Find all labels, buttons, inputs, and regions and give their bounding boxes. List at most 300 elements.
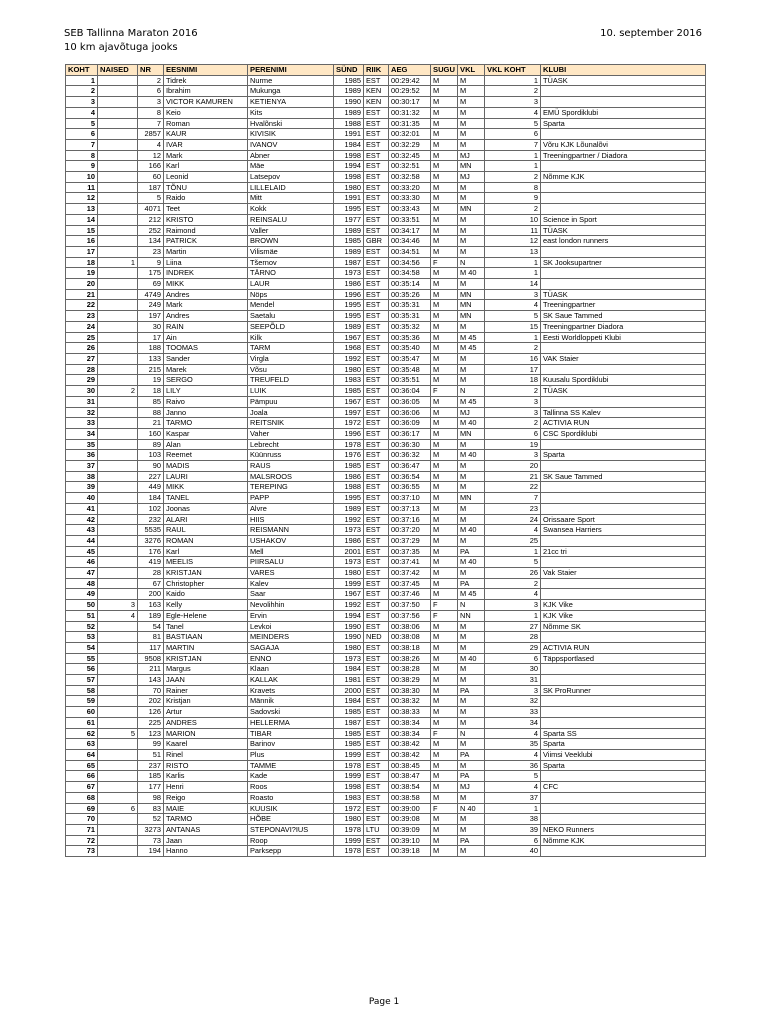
table-cell [541, 161, 706, 172]
table-row [66, 696, 706, 707]
table-cell: 2 [485, 578, 541, 589]
table-cell: RAIN [164, 321, 248, 332]
table-cell: REITSNIK [248, 418, 334, 429]
table-cell: 1 [485, 161, 541, 172]
table-cell: 6 [485, 653, 541, 664]
table-cell: SERGO [164, 375, 248, 386]
table-cell: PA [458, 771, 485, 782]
table-cell: M [431, 835, 458, 846]
table-cell [98, 311, 138, 322]
table-cell: 449 [138, 482, 164, 493]
table-cell: 1989 [334, 503, 364, 514]
table-cell: 1990 [334, 97, 364, 108]
table-cell: EST [364, 600, 389, 611]
table-cell [98, 546, 138, 557]
table-cell: Kade [248, 771, 334, 782]
table-cell: 2000 [334, 685, 364, 696]
table-cell: 35 [66, 439, 98, 450]
table-cell: 1985 [334, 707, 364, 718]
table-cell: 1989 [334, 246, 364, 257]
table-cell: Nõmme KJK [541, 172, 706, 183]
table-row [66, 600, 706, 611]
table-cell: Andres [164, 289, 248, 300]
table-cell: 1973 [334, 557, 364, 568]
table-cell: Vilismäe [248, 246, 334, 257]
table-cell: Nurme [248, 75, 334, 86]
table-cell: 1972 [334, 803, 364, 814]
table-cell [98, 760, 138, 771]
table-cell: M [458, 792, 485, 803]
table-cell: Nõmme SK [541, 621, 706, 632]
table-cell: Karlis [164, 771, 248, 782]
table-cell: 1988 [334, 482, 364, 493]
table-cell: Tšernov [248, 257, 334, 268]
table-cell: 15 [66, 225, 98, 236]
table-cell: 6 [485, 428, 541, 439]
table-cell: M [431, 450, 458, 461]
table-cell: Mukunga [248, 86, 334, 97]
table-cell: M [431, 214, 458, 225]
table-cell: 2 [485, 86, 541, 97]
table-cell: 17 [485, 364, 541, 375]
table-cell: 00:34:46 [389, 236, 431, 247]
table-cell: 6 [138, 86, 164, 97]
table-row [66, 279, 706, 290]
table-cell: 53 [66, 632, 98, 643]
table-row [66, 204, 706, 215]
table-cell: NED [364, 632, 389, 643]
table-cell [541, 717, 706, 728]
table-cell: M [431, 439, 458, 450]
table-row [66, 225, 706, 236]
table-cell [98, 707, 138, 718]
table-cell: 6 [66, 129, 98, 140]
page-number: Page 1 [368, 997, 400, 1007]
table-row [66, 353, 706, 364]
table-cell: 1980 [334, 814, 364, 825]
table-cell: EST [364, 739, 389, 750]
table-cell: 44 [66, 535, 98, 546]
table-cell [541, 279, 706, 290]
table-cell [541, 846, 706, 857]
table-cell: Tanel [164, 621, 248, 632]
table-cell: M [458, 535, 485, 546]
table-cell: 00:38:54 [389, 782, 431, 793]
table-cell: Liina [164, 257, 248, 268]
table-cell: Margus [164, 664, 248, 675]
table-cell: 15 [485, 321, 541, 332]
table-cell: ROMAN [164, 535, 248, 546]
table-cell: 23 [485, 503, 541, 514]
table-cell: M [431, 461, 458, 472]
table-cell: Science in Sport [541, 214, 706, 225]
table-cell: REISMANN [248, 525, 334, 536]
table-row [66, 321, 706, 332]
table-cell [541, 557, 706, 568]
table-cell: M [431, 717, 458, 728]
table-cell: M [458, 707, 485, 718]
table-cell: 185 [138, 771, 164, 782]
table-cell [98, 632, 138, 643]
table-cell: 1983 [334, 792, 364, 803]
table-cell: 30 [138, 321, 164, 332]
table-cell: M [431, 557, 458, 568]
table-cell: 3 [485, 407, 541, 418]
table-cell: 1 [485, 610, 541, 621]
table-cell: M [458, 182, 485, 193]
table-cell: 1995 [334, 493, 364, 504]
table-cell: M [431, 139, 458, 150]
table-cell: 00:39:00 [389, 803, 431, 814]
table-cell: 1990 [334, 632, 364, 643]
table-cell: 00:38:32 [389, 696, 431, 707]
table-cell [98, 750, 138, 761]
table-cell: 32 [485, 696, 541, 707]
table-cell: EST [364, 621, 389, 632]
table-cell: 60 [138, 172, 164, 183]
table-cell: 1995 [334, 204, 364, 215]
table-cell: Mark [164, 150, 248, 161]
table-cell: TÜASK [541, 225, 706, 236]
table-cell: 25 [66, 332, 98, 343]
table-cell: M [431, 375, 458, 386]
table-cell: M [458, 664, 485, 675]
table-cell: LTU [364, 824, 389, 835]
table-cell: M 40 [458, 653, 485, 664]
table-cell: EST [364, 214, 389, 225]
table-cell: M [431, 750, 458, 761]
table-row [66, 503, 706, 514]
table-cell [98, 557, 138, 568]
table-cell: EST [364, 782, 389, 793]
table-cell: EST [364, 418, 389, 429]
table-row [66, 214, 706, 225]
table-cell: Saar [248, 589, 334, 600]
table-row [66, 664, 706, 675]
table-cell: 00:38:34 [389, 728, 431, 739]
table-cell: EST [364, 343, 389, 354]
table-cell: 56 [66, 664, 98, 675]
table-cell: M [431, 311, 458, 322]
table-row [66, 375, 706, 386]
table-cell: 60 [66, 707, 98, 718]
table-cell: M [431, 482, 458, 493]
table-cell: INDREK [164, 268, 248, 279]
table-cell: KRISTO [164, 214, 248, 225]
table-cell: 1967 [334, 589, 364, 600]
table-cell: EST [364, 525, 389, 536]
table-cell [541, 182, 706, 193]
table-row [66, 107, 706, 118]
table-cell: 9 [485, 193, 541, 204]
table-cell: Sparta [541, 450, 706, 461]
table-cell: 19 [66, 268, 98, 279]
table-cell: M [431, 161, 458, 172]
table-cell: M [431, 653, 458, 664]
table-cell [541, 803, 706, 814]
table-cell: M [431, 846, 458, 857]
table-row [66, 418, 706, 429]
table-cell: TÜASK [541, 386, 706, 397]
table-cell: 1987 [334, 717, 364, 728]
table-cell [541, 707, 706, 718]
table-cell: KUUSIK [248, 803, 334, 814]
table-cell: 00:35:48 [389, 364, 431, 375]
table-cell: F [431, 386, 458, 397]
table-cell: 00:38:33 [389, 707, 431, 718]
table-cell: 212 [138, 214, 164, 225]
table-cell: F [431, 600, 458, 611]
table-cell: TARMO [164, 418, 248, 429]
table-cell: M [431, 814, 458, 825]
table-cell: 5535 [138, 525, 164, 536]
table-cell: Virgla [248, 353, 334, 364]
table-cell: EST [364, 386, 389, 397]
table-cell: TÜASK [541, 289, 706, 300]
table-cell: M [458, 471, 485, 482]
table-cell: 1992 [334, 600, 364, 611]
table-cell: 00:32:51 [389, 161, 431, 172]
table-cell: 8 [138, 107, 164, 118]
table-cell: 1 [485, 546, 541, 557]
table-cell: VAK Staier [541, 353, 706, 364]
table-cell: TEREPING [248, 482, 334, 493]
table-cell: EST [364, 172, 389, 183]
table-cell: 2 [66, 86, 98, 97]
table-cell: M [431, 353, 458, 364]
table-cell [541, 503, 706, 514]
table-cell: 419 [138, 557, 164, 568]
table-cell: MIKK [164, 279, 248, 290]
table-cell: M 45 [458, 589, 485, 600]
table-cell [541, 814, 706, 825]
table-cell: 37 [485, 792, 541, 803]
table-cell: 1 [485, 150, 541, 161]
table-row [66, 803, 706, 814]
table-cell: Vak Staier [541, 568, 706, 579]
table-cell: EST [364, 557, 389, 568]
table-cell: M [458, 439, 485, 450]
table-cell: EST [364, 760, 389, 771]
table-cell: EST [364, 653, 389, 664]
table-cell: M [431, 86, 458, 97]
table-cell: 2001 [334, 546, 364, 557]
table-row [66, 86, 706, 97]
table-row [66, 653, 706, 664]
table-cell: 1984 [334, 139, 364, 150]
table-cell: 4 [485, 782, 541, 793]
table-row [66, 118, 706, 129]
table-cell [98, 428, 138, 439]
table-row [66, 268, 706, 279]
table-cell: 126 [138, 707, 164, 718]
table-cell: KJK Vike [541, 610, 706, 621]
table-cell: 7 [485, 493, 541, 504]
table-cell: EST [364, 846, 389, 857]
table-cell: 26 [485, 568, 541, 579]
table-cell: 19 [138, 375, 164, 386]
table-cell: EST [364, 471, 389, 482]
table-cell: 36 [485, 760, 541, 771]
table-cell: 4 [485, 107, 541, 118]
table-cell: N 40 [458, 803, 485, 814]
table-cell: M [431, 118, 458, 129]
table-cell: TARMO [164, 814, 248, 825]
table-cell: 1985 [334, 236, 364, 247]
table-row [66, 739, 706, 750]
table-cell: M 40 [458, 418, 485, 429]
table-row [66, 621, 706, 632]
table-cell: PAPP [248, 493, 334, 504]
table-cell: 1984 [334, 664, 364, 675]
table-cell: 11 [66, 182, 98, 193]
table-cell: 197 [138, 311, 164, 322]
table-cell [541, 589, 706, 600]
table-cell: 00:38:30 [389, 685, 431, 696]
table-cell: EST [364, 161, 389, 172]
table-cell: Võru KJK Lõunalõvi [541, 139, 706, 150]
table-cell: 47 [66, 568, 98, 579]
table-row [66, 471, 706, 482]
table-cell: 215 [138, 364, 164, 375]
table-cell: Latsepov [248, 172, 334, 183]
table-cell: MAIE [164, 803, 248, 814]
table-cell [98, 150, 138, 161]
table-cell: EST [364, 407, 389, 418]
table-cell: 1978 [334, 846, 364, 857]
table-cell: SEEPÕLD [248, 321, 334, 332]
table-cell: EST [364, 268, 389, 279]
table-row [66, 835, 706, 846]
table-cell: KRISTJAN [164, 568, 248, 579]
table-cell: 1999 [334, 835, 364, 846]
table-cell: KEN [364, 86, 389, 97]
table-cell: 10 [66, 172, 98, 183]
table-cell: F [431, 257, 458, 268]
table-cell: M [458, 107, 485, 118]
table-cell: CSC Spordiklubi [541, 428, 706, 439]
table-cell: M [431, 792, 458, 803]
table-cell: 73 [66, 846, 98, 857]
table-cell: M 45 [458, 396, 485, 407]
table-cell: TÕNU [164, 182, 248, 193]
table-cell: 194 [138, 846, 164, 857]
table-cell: Raido [164, 193, 248, 204]
table-cell: PIIRSALU [248, 557, 334, 568]
table-cell: 2 [98, 386, 138, 397]
table-cell: 200 [138, 589, 164, 600]
table-cell: 1 [485, 332, 541, 343]
table-cell: Valler [248, 225, 334, 236]
table-cell: VICTOR KAMUREN [164, 97, 248, 108]
table-cell: 3 [485, 450, 541, 461]
table-cell: 1 [485, 803, 541, 814]
table-cell: M [431, 568, 458, 579]
table-cell: 50 [66, 600, 98, 611]
table-row [66, 514, 706, 525]
table-cell: USHAKOV [248, 535, 334, 546]
table-row [66, 461, 706, 472]
table-cell: MN [458, 161, 485, 172]
table-cell: M [458, 86, 485, 97]
table-cell: Raimond [164, 225, 248, 236]
table-cell: MN [458, 300, 485, 311]
table-cell: 13 [485, 246, 541, 257]
table-cell: M [458, 814, 485, 825]
table-cell: M [431, 407, 458, 418]
table-row [66, 97, 706, 108]
table-cell: M [458, 503, 485, 514]
table-cell: EST [364, 332, 389, 343]
table-cell [541, 664, 706, 675]
table-cell: 166 [138, 161, 164, 172]
table-cell: 3 [485, 600, 541, 611]
table-cell: 1994 [334, 161, 364, 172]
table-cell: Kaarel [164, 739, 248, 750]
table-cell: 59 [66, 696, 98, 707]
table-cell [98, 289, 138, 300]
table-cell: 1980 [334, 182, 364, 193]
table-cell: 00:35:14 [389, 279, 431, 290]
table-cell: Joonas [164, 503, 248, 514]
table-cell: 237 [138, 760, 164, 771]
table-cell: M [431, 268, 458, 279]
table-cell: 20 [485, 461, 541, 472]
table-cell: 00:38:58 [389, 792, 431, 803]
table-row [66, 332, 706, 343]
table-cell: M [431, 279, 458, 290]
table-row [66, 707, 706, 718]
table-cell: 54 [66, 642, 98, 653]
table-cell: 28 [138, 568, 164, 579]
table-cell: 51 [138, 750, 164, 761]
table-cell: 175 [138, 268, 164, 279]
table-cell: M [431, 193, 458, 204]
table-cell: 67 [66, 782, 98, 793]
table-row [66, 161, 706, 172]
table-cell: 51 [66, 610, 98, 621]
table-cell: N [458, 257, 485, 268]
event-subtitle: 10 km ajavõtuga jooks [64, 42, 178, 53]
table-cell [541, 535, 706, 546]
table-cell: 5 [98, 728, 138, 739]
table-cell: 177 [138, 782, 164, 793]
table-cell: M [431, 675, 458, 686]
table-cell: 00:37:42 [389, 568, 431, 579]
table-cell: KALLAK [248, 675, 334, 686]
table-cell: MJ [458, 150, 485, 161]
table-cell: 00:35:26 [389, 289, 431, 300]
table-cell: 00:36:09 [389, 418, 431, 429]
table-cell: Männik [248, 696, 334, 707]
table-cell: 3 [485, 396, 541, 407]
table-cell: 38 [485, 814, 541, 825]
table-cell: TARM [248, 343, 334, 354]
table-cell: M [458, 568, 485, 579]
table-cell: M [458, 118, 485, 129]
table-cell [98, 792, 138, 803]
table-cell: PA [458, 835, 485, 846]
table-cell: 133 [138, 353, 164, 364]
table-row [66, 675, 706, 686]
table-cell: M [458, 632, 485, 643]
table-cell: M [431, 503, 458, 514]
table-cell: Hanno [164, 846, 248, 857]
table-cell: 70 [66, 814, 98, 825]
table-cell: 134 [138, 236, 164, 247]
table-cell: Reigo [164, 792, 248, 803]
table-cell: EST [364, 225, 389, 236]
